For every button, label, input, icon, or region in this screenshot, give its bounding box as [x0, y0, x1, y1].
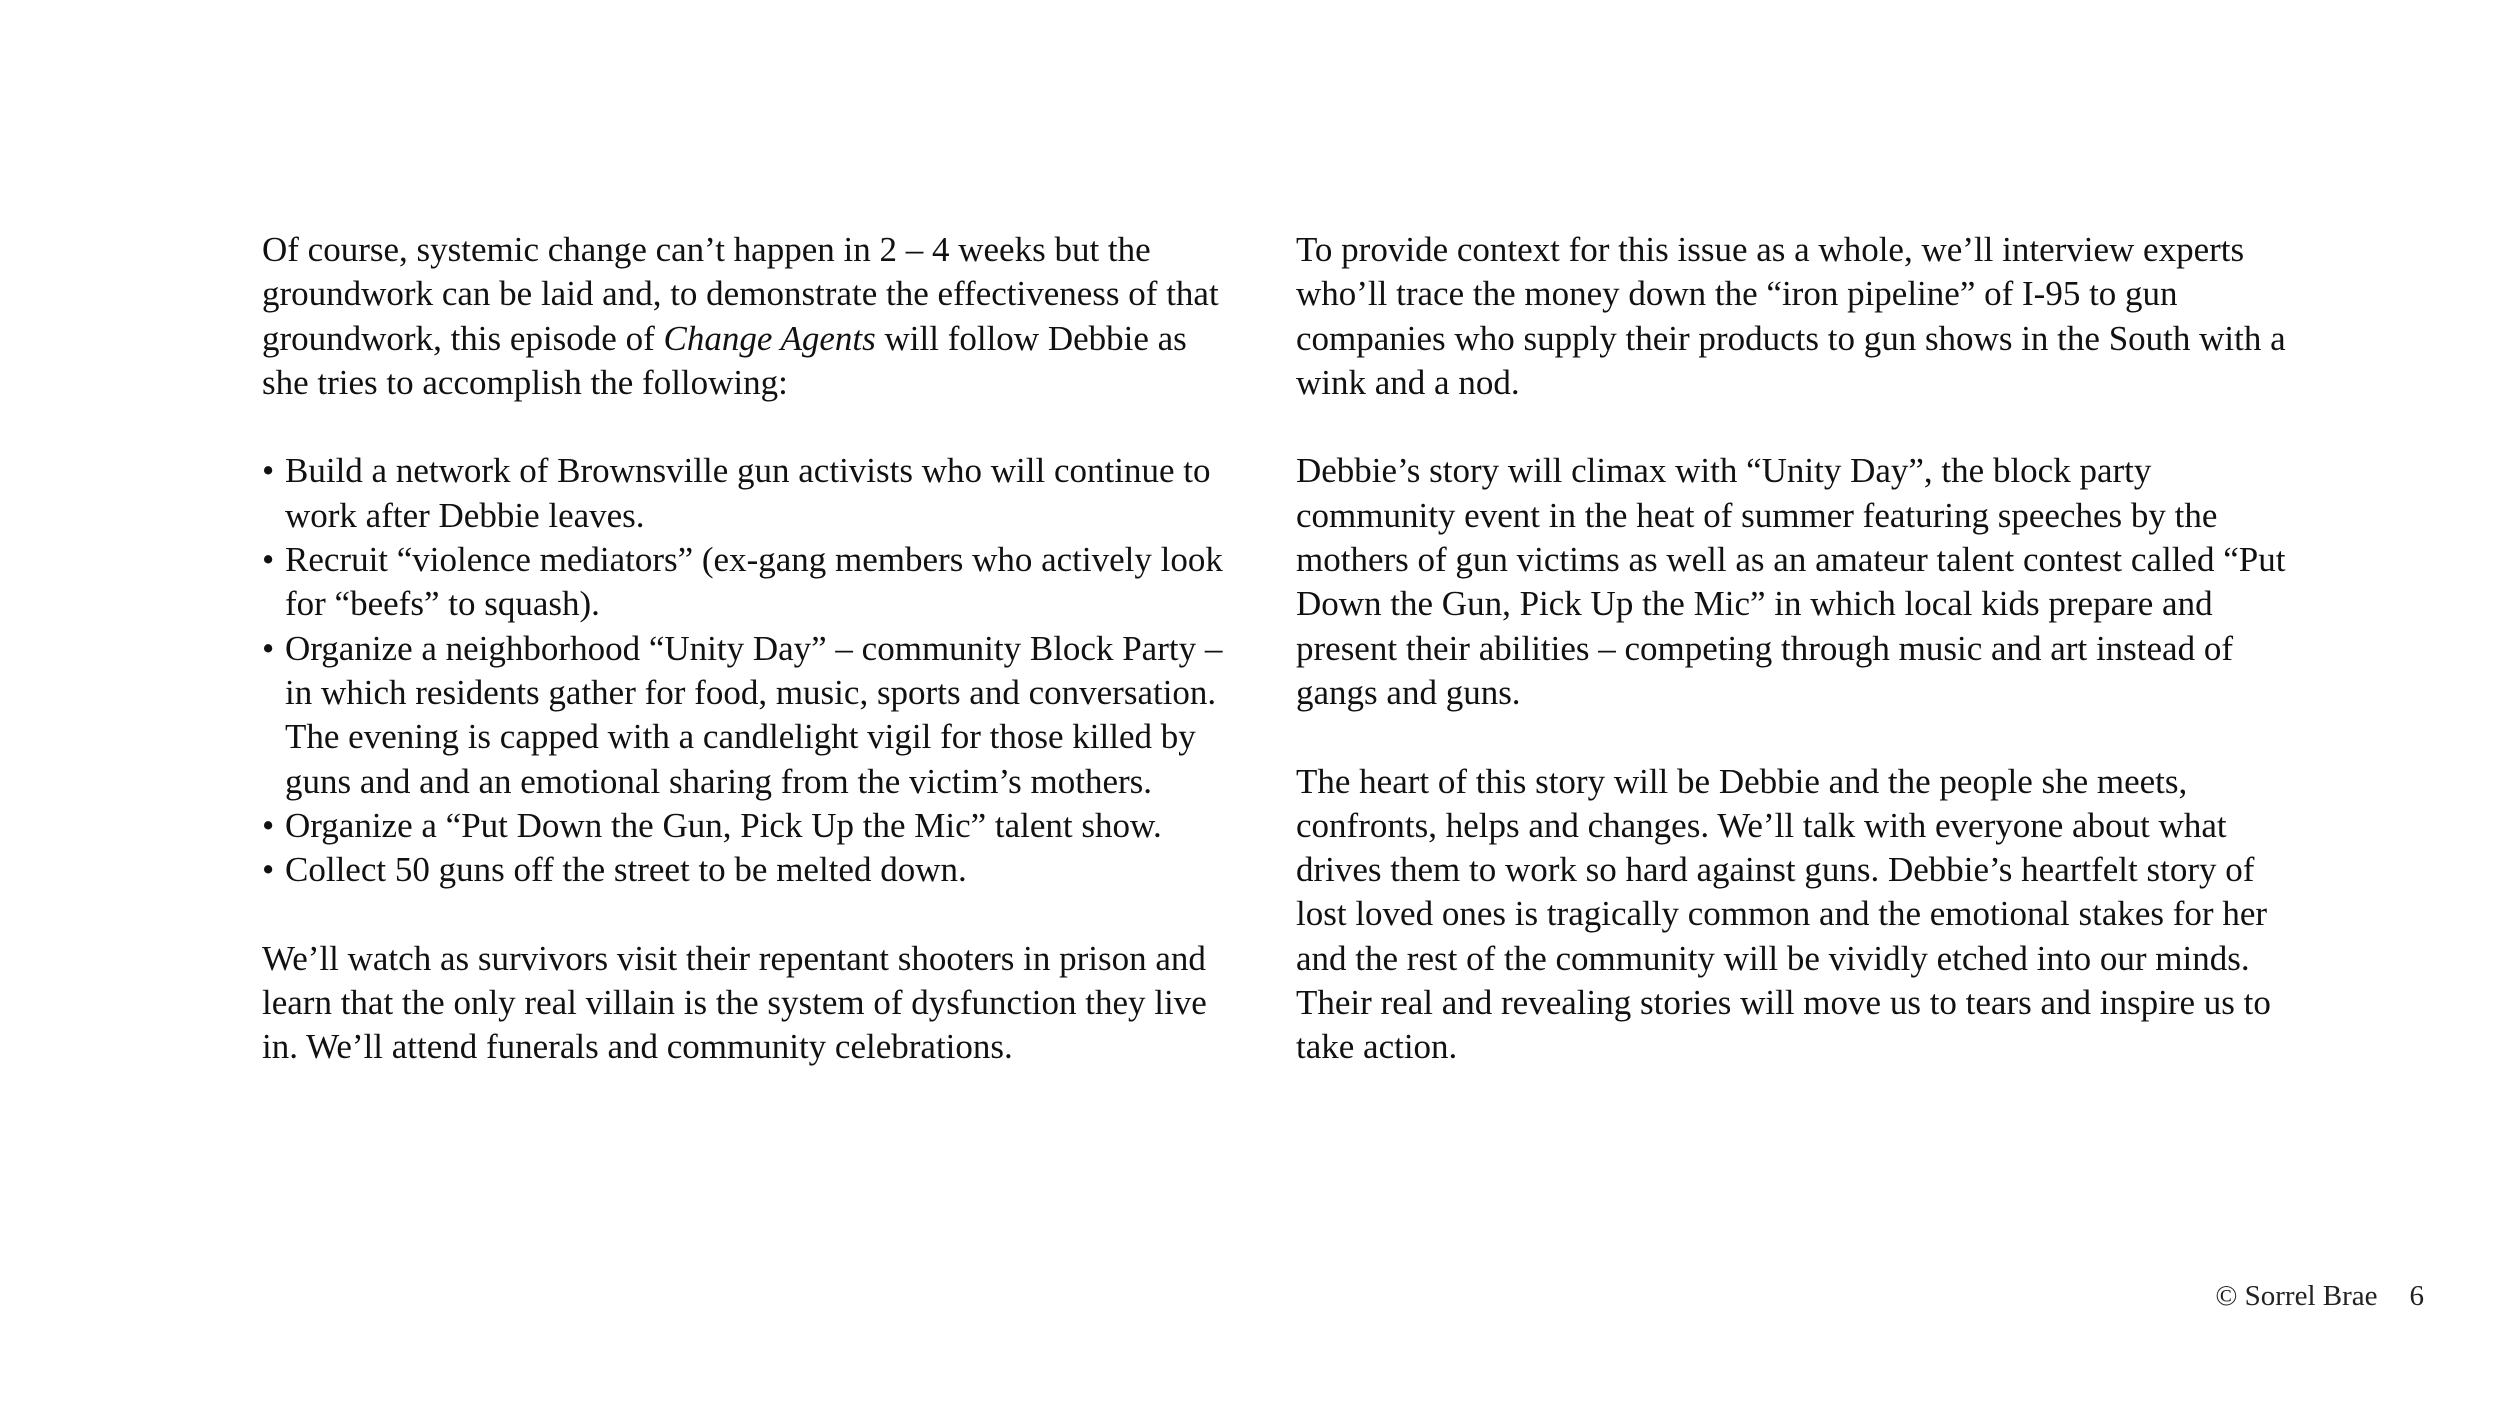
intro-paragraph	[262, 228, 1242, 405]
copyright-notice: © Sorrel Brae	[2215, 1280, 2378, 1312]
left-column	[262, 228, 1242, 1114]
heart-of-story-paragraph: The heart of this story will be Debbie and the people she meets, confronts, helps and changes. We’ll talk with everyone about what drives them to work so hard against guns. Debbie’s heartfelt story of lost loved ones is tragically common and the emotional stakes for her and the rest of the community will be vividly etched into our minds. Their real and revealing stories will move us to tears and inspire us to take action.	[1296, 761, 2271, 1067]
goal-item-network: • Build a network of Brownsville gun activists who will continue to work after Debbie leaves.	[262, 449, 1242, 538]
show-title: Change Agents	[663, 318, 876, 358]
goals-list	[262, 449, 1242, 892]
intro-text-after-title: will follow Debbie as she tries to accomplish the following:	[262, 318, 1187, 402]
goal-item-unity-day: • Organize a neighborhood “Unity Day” – community Block Party – in which residents gather for food, music, sports and conversation. The evening is capped with a candlelight vigil for those killed by guns and and an emotional sharing from the victim’s mothers.	[262, 627, 1242, 804]
context-paragraph: To provide context for this issue as a whole, we’ll interview experts who’ll trace the money down the “iron pipeline” of I-95 to gun companies who supply their products to gun shows in the South with a wink and a nod.	[1296, 230, 2286, 402]
goal-item-talent-show: • Organize a “Put Down the Gun, Pick Up the Mic” talent show.	[262, 804, 1242, 848]
right-column	[1296, 228, 2286, 1114]
intro-text-before-title: Of course, systemic change can’t happen in 2 – 4 weeks but the groundwork can be laid and, to demonstrate the effectiveness of that groundwork, this episode of	[262, 230, 1219, 358]
page-footer	[2215, 1278, 2424, 1314]
goal-item-collect-guns: • Collect 50 guns off the street to be melted down.	[262, 848, 1242, 892]
unity-day-paragraph: Debbie’s story will climax with “Unity Day”, the block party community event in the heat of summer featuring speeches by the mothers of gun victims as well as an amateur talent contest called “Put Down the Gun, Pick Up the Mic” in which local kids prepare and present their abilities – competing through music and art instead of gangs and guns.	[1296, 451, 2286, 712]
page-number: 6	[2409, 1280, 2424, 1312]
closing-paragraph: We’ll watch as survivors visit their repentant shooters in prison and learn that the only real villain is the system of dysfunction they live in. We’ll attend funerals and community celebrations.	[262, 938, 1207, 1067]
goal-item-mediators: • Recruit “violence mediators” (ex-gang members who actively look for “beefs” to squash).	[262, 538, 1242, 627]
